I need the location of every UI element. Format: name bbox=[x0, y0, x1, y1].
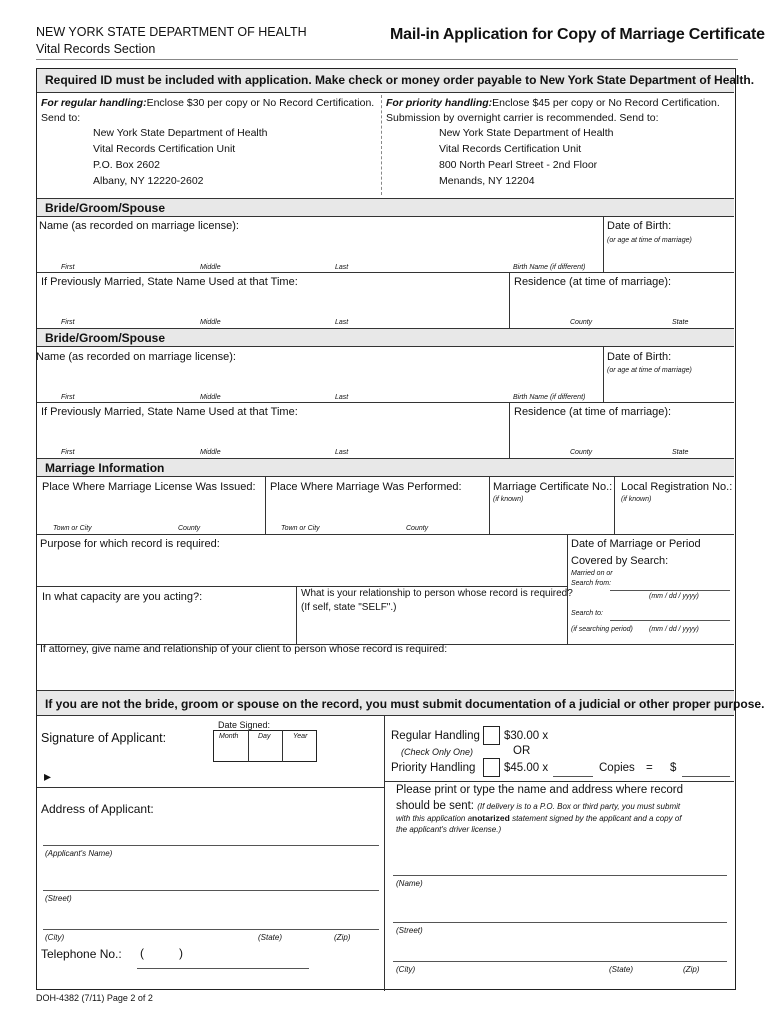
spouse1-dob-hint: (or age at time of marriage) bbox=[607, 237, 692, 244]
rule bbox=[603, 216, 604, 272]
search-from-format: (mm / dd / yyyy) bbox=[649, 593, 699, 600]
recipient-name-caption: (Name) bbox=[396, 879, 423, 888]
married-on-caption: Married on or bbox=[571, 570, 613, 577]
notarized-note-a: with this application a bbox=[396, 814, 473, 823]
priority-handling-option: Priority Handling bbox=[391, 762, 476, 774]
spouse1-last-caption-2: Last bbox=[335, 319, 349, 326]
total-line[interactable] bbox=[682, 776, 730, 777]
spouse2-last-caption-2: Last bbox=[335, 449, 349, 456]
marriage-heading: Marriage Information bbox=[45, 461, 165, 475]
spouse2-state-caption: State bbox=[672, 449, 689, 456]
id-banner: Required ID must be included with application. Make check or money order payable to New York State Department of Health. bbox=[45, 73, 755, 87]
covered-label: Covered by Search: bbox=[571, 555, 669, 567]
spouse1-state-caption: State bbox=[672, 319, 689, 326]
rule bbox=[37, 715, 734, 716]
spouse2-heading: Bride/Groom/Spouse bbox=[45, 331, 166, 345]
notarized-note bbox=[396, 813, 682, 823]
telephone-label: Telephone No.: bbox=[41, 947, 122, 961]
spouse2-first-caption: First bbox=[61, 394, 75, 401]
telephone-close-paren: ) bbox=[179, 946, 183, 960]
date-signed-label: Date Signed: bbox=[218, 720, 271, 730]
agency-name: NEW YORK STATE DEPARTMENT OF HEALTH bbox=[36, 25, 307, 39]
rule bbox=[489, 476, 490, 534]
rule bbox=[37, 458, 734, 459]
recipient-street-line[interactable] bbox=[393, 922, 727, 923]
or-text: OR bbox=[513, 745, 531, 757]
rule bbox=[603, 346, 604, 402]
search-to-format: (mm / dd / yyyy) bbox=[649, 626, 699, 633]
send-to-label: Send to: bbox=[41, 112, 81, 124]
applicant-city-line[interactable] bbox=[43, 929, 379, 930]
rule bbox=[37, 272, 734, 273]
signature-label: Signature of Applicant: bbox=[41, 731, 167, 745]
performed-town-caption: Town or City bbox=[281, 525, 320, 532]
priority-overnight-text: Submission by overnight carrier is recommended. Send to: bbox=[386, 112, 659, 124]
performed-label: Place Where Marriage Was Performed: bbox=[270, 481, 462, 493]
spouse1-dob-label: Date of Birth: bbox=[607, 220, 672, 232]
rule bbox=[37, 198, 734, 199]
priority-address-line: 800 North Pearl Street - 2nd Floor bbox=[439, 159, 598, 171]
rule bbox=[37, 346, 734, 347]
applicant-city-caption: (City) bbox=[45, 933, 65, 942]
cert-no-label: Marriage Certificate No.: bbox=[493, 481, 613, 493]
application-form bbox=[36, 68, 765, 990]
applicant-name-caption: (Applicant's Name) bbox=[45, 849, 113, 858]
search-to-line bbox=[610, 620, 730, 621]
rule bbox=[265, 476, 266, 534]
form-footer: DOH-4382 (7/11) Page 2 of 2 bbox=[36, 993, 153, 1003]
rule bbox=[282, 730, 283, 762]
applicant-address-label: Address of Applicant: bbox=[41, 802, 154, 816]
proper-purpose-notice: If you are not the bride, groom or spouse on the record, you must submit documentation of a judicial or other proper purpose. bbox=[45, 697, 765, 711]
priority-handling-desc: Enclose $45 per copy or No Record Certification. bbox=[492, 97, 720, 109]
check-one-hint: (Check Only One) bbox=[401, 747, 474, 757]
spouse2-middle-caption-2: Middle bbox=[200, 449, 221, 456]
agency-section: Vital Records Section bbox=[36, 42, 156, 56]
applicant-zip-caption: (Zip) bbox=[334, 933, 351, 942]
agency-header bbox=[36, 24, 307, 58]
month-caption: Month bbox=[219, 733, 239, 740]
rule bbox=[37, 534, 734, 535]
rule bbox=[248, 730, 249, 762]
spouse1-county-caption: County bbox=[570, 319, 593, 326]
license-note: the applicant's driver license.) bbox=[396, 825, 502, 834]
recipient-city-line[interactable] bbox=[393, 961, 727, 962]
applicant-state-caption: (State) bbox=[258, 933, 283, 942]
regular-handling-option: Regular Handling bbox=[391, 730, 480, 742]
license-town-caption: Town or City bbox=[53, 525, 92, 532]
capacity-label: In what capacity are you acting?: bbox=[42, 591, 203, 603]
rule bbox=[37, 216, 734, 217]
license-issued-label: Place Where Marriage License Was Issued: bbox=[42, 481, 256, 493]
spouse1-name-label: Name (as recorded on marriage license): bbox=[39, 220, 239, 232]
regular-address-line: Albany, NY 12220-2602 bbox=[93, 175, 204, 187]
day-caption: Day bbox=[258, 733, 271, 740]
spouse1-residence-label: Residence (at time of marriage): bbox=[514, 276, 672, 288]
recipient-state-caption: (State) bbox=[609, 965, 634, 974]
rule bbox=[37, 328, 734, 329]
applicant-name-line[interactable] bbox=[43, 845, 379, 846]
rule bbox=[37, 476, 734, 477]
cert-no-hint: (if known) bbox=[493, 496, 524, 503]
license-county-caption: County bbox=[178, 525, 201, 532]
priority-handling-text bbox=[386, 97, 720, 109]
notarized-note-c: statement signed by the applicant and a copy of bbox=[512, 814, 682, 823]
header-rule bbox=[36, 59, 738, 60]
form-title: Mail-in Application for Copy of Marriage Certificate bbox=[390, 26, 765, 43]
regular-handling-label: For regular handling: bbox=[41, 97, 147, 109]
search-from-caption: Search from: bbox=[571, 580, 612, 587]
rule bbox=[37, 787, 384, 788]
telephone-open-paren: ( bbox=[140, 946, 144, 960]
date-period-label: Date of Marriage or Period bbox=[571, 538, 701, 550]
performed-county-caption: County bbox=[406, 525, 429, 532]
local-reg-hint: (if known) bbox=[621, 496, 652, 503]
notarized-word: notarized bbox=[472, 813, 510, 823]
relationship-label: What is your relationship to person whose record is required? bbox=[301, 588, 573, 599]
spouse1-prev-label: If Previously Married, State Name Used at that Time: bbox=[41, 276, 298, 288]
priority-address-line: New York State Department of Health bbox=[439, 127, 614, 139]
copies-line[interactable] bbox=[553, 776, 593, 777]
copies-label: Copies bbox=[599, 762, 635, 774]
regular-handling-checkbox[interactable] bbox=[483, 726, 500, 745]
rule bbox=[384, 781, 734, 782]
search-from-line bbox=[610, 590, 730, 591]
spouse2-residence-label: Residence (at time of marriage): bbox=[514, 406, 672, 418]
priority-handling-label: For priority handling: bbox=[386, 97, 493, 109]
spouse2-middle-caption: Middle bbox=[200, 394, 221, 401]
rule bbox=[384, 715, 385, 991]
spouse2-first-caption-2: First bbox=[61, 449, 75, 456]
rule bbox=[509, 402, 510, 458]
applicant-street-line[interactable] bbox=[43, 890, 379, 891]
regular-handling-text bbox=[41, 97, 374, 109]
regular-address-line: Vital Records Certification Unit bbox=[93, 143, 236, 155]
search-to-caption: Search to: bbox=[571, 610, 603, 617]
spouse2-county-caption: County bbox=[570, 449, 593, 456]
regular-address-line: New York State Department of Health bbox=[93, 127, 268, 139]
regular-fee: $30.00 x bbox=[504, 730, 549, 742]
purpose-label: Purpose for which record is required: bbox=[40, 538, 220, 550]
spouse1-birthname-caption: Birth Name (if different) bbox=[513, 264, 586, 271]
attorney-label: If attorney, give name and relationship of your client to person whose record is required: bbox=[40, 643, 448, 655]
signature-arrow-icon: ▸ bbox=[44, 768, 52, 784]
dollar-sign: $ bbox=[670, 762, 677, 774]
searching-period-caption: (if searching period) bbox=[571, 626, 633, 633]
spouse2-last-caption: Last bbox=[335, 394, 349, 401]
local-reg-label: Local Registration No.: bbox=[621, 481, 733, 493]
send-record-instruction-2 bbox=[396, 800, 680, 812]
recipient-zip-caption: (Zip) bbox=[683, 965, 700, 974]
applicant-street-caption: (Street) bbox=[45, 894, 72, 903]
recipient-street-caption: (Street) bbox=[396, 926, 423, 935]
spouse1-heading: Bride/Groom/Spouse bbox=[45, 201, 166, 215]
rule bbox=[509, 272, 510, 328]
send-record-instruction: Please print or type the name and address where record bbox=[396, 784, 684, 796]
spouse1-middle-caption: Middle bbox=[200, 264, 221, 271]
handling-divider bbox=[381, 95, 382, 195]
rule bbox=[37, 586, 567, 587]
spouse1-first-caption: First bbox=[61, 264, 75, 271]
priority-address-line: Menands, NY 12204 bbox=[439, 175, 535, 187]
rule bbox=[37, 402, 734, 403]
rule bbox=[296, 586, 297, 644]
priority-address-line: Vital Records Certification Unit bbox=[439, 143, 582, 155]
spouse2-name-label: Name (as recorded on marriage license): bbox=[36, 351, 236, 363]
rule bbox=[614, 476, 615, 534]
priority-fee: $45.00 x bbox=[504, 762, 549, 774]
spouse1-first-caption-2: First bbox=[61, 319, 75, 326]
spouse1-last-caption: Last bbox=[335, 264, 349, 271]
recipient-city-caption: (City) bbox=[396, 965, 416, 974]
spouse2-dob-label: Date of Birth: bbox=[607, 351, 672, 363]
spouse2-dob-hint: (or age at time of marriage) bbox=[607, 367, 692, 374]
telephone-line[interactable] bbox=[137, 968, 309, 969]
self-hint: (If self, state "SELF".) bbox=[301, 602, 397, 613]
should-be-sent-text: should be sent: bbox=[396, 800, 475, 812]
equals-sign: = bbox=[646, 762, 653, 774]
regular-address-line: P.O. Box 2602 bbox=[93, 159, 160, 171]
banner-rule bbox=[37, 92, 734, 93]
spouse1-middle-caption-2: Middle bbox=[200, 319, 221, 326]
spouse2-prev-label: If Previously Married, State Name Used at that Time: bbox=[41, 406, 298, 418]
regular-handling-desc: Enclose $30 per copy or No Record Certification. bbox=[146, 97, 375, 109]
priority-handling-checkbox[interactable] bbox=[483, 758, 500, 777]
year-caption: Year bbox=[293, 733, 308, 740]
recipient-name-line[interactable] bbox=[393, 875, 727, 876]
spouse2-birthname-caption: Birth Name (if different) bbox=[513, 394, 586, 401]
po-box-note: (If delivery is to a P.O. Box or third party, you must submit bbox=[477, 802, 681, 811]
